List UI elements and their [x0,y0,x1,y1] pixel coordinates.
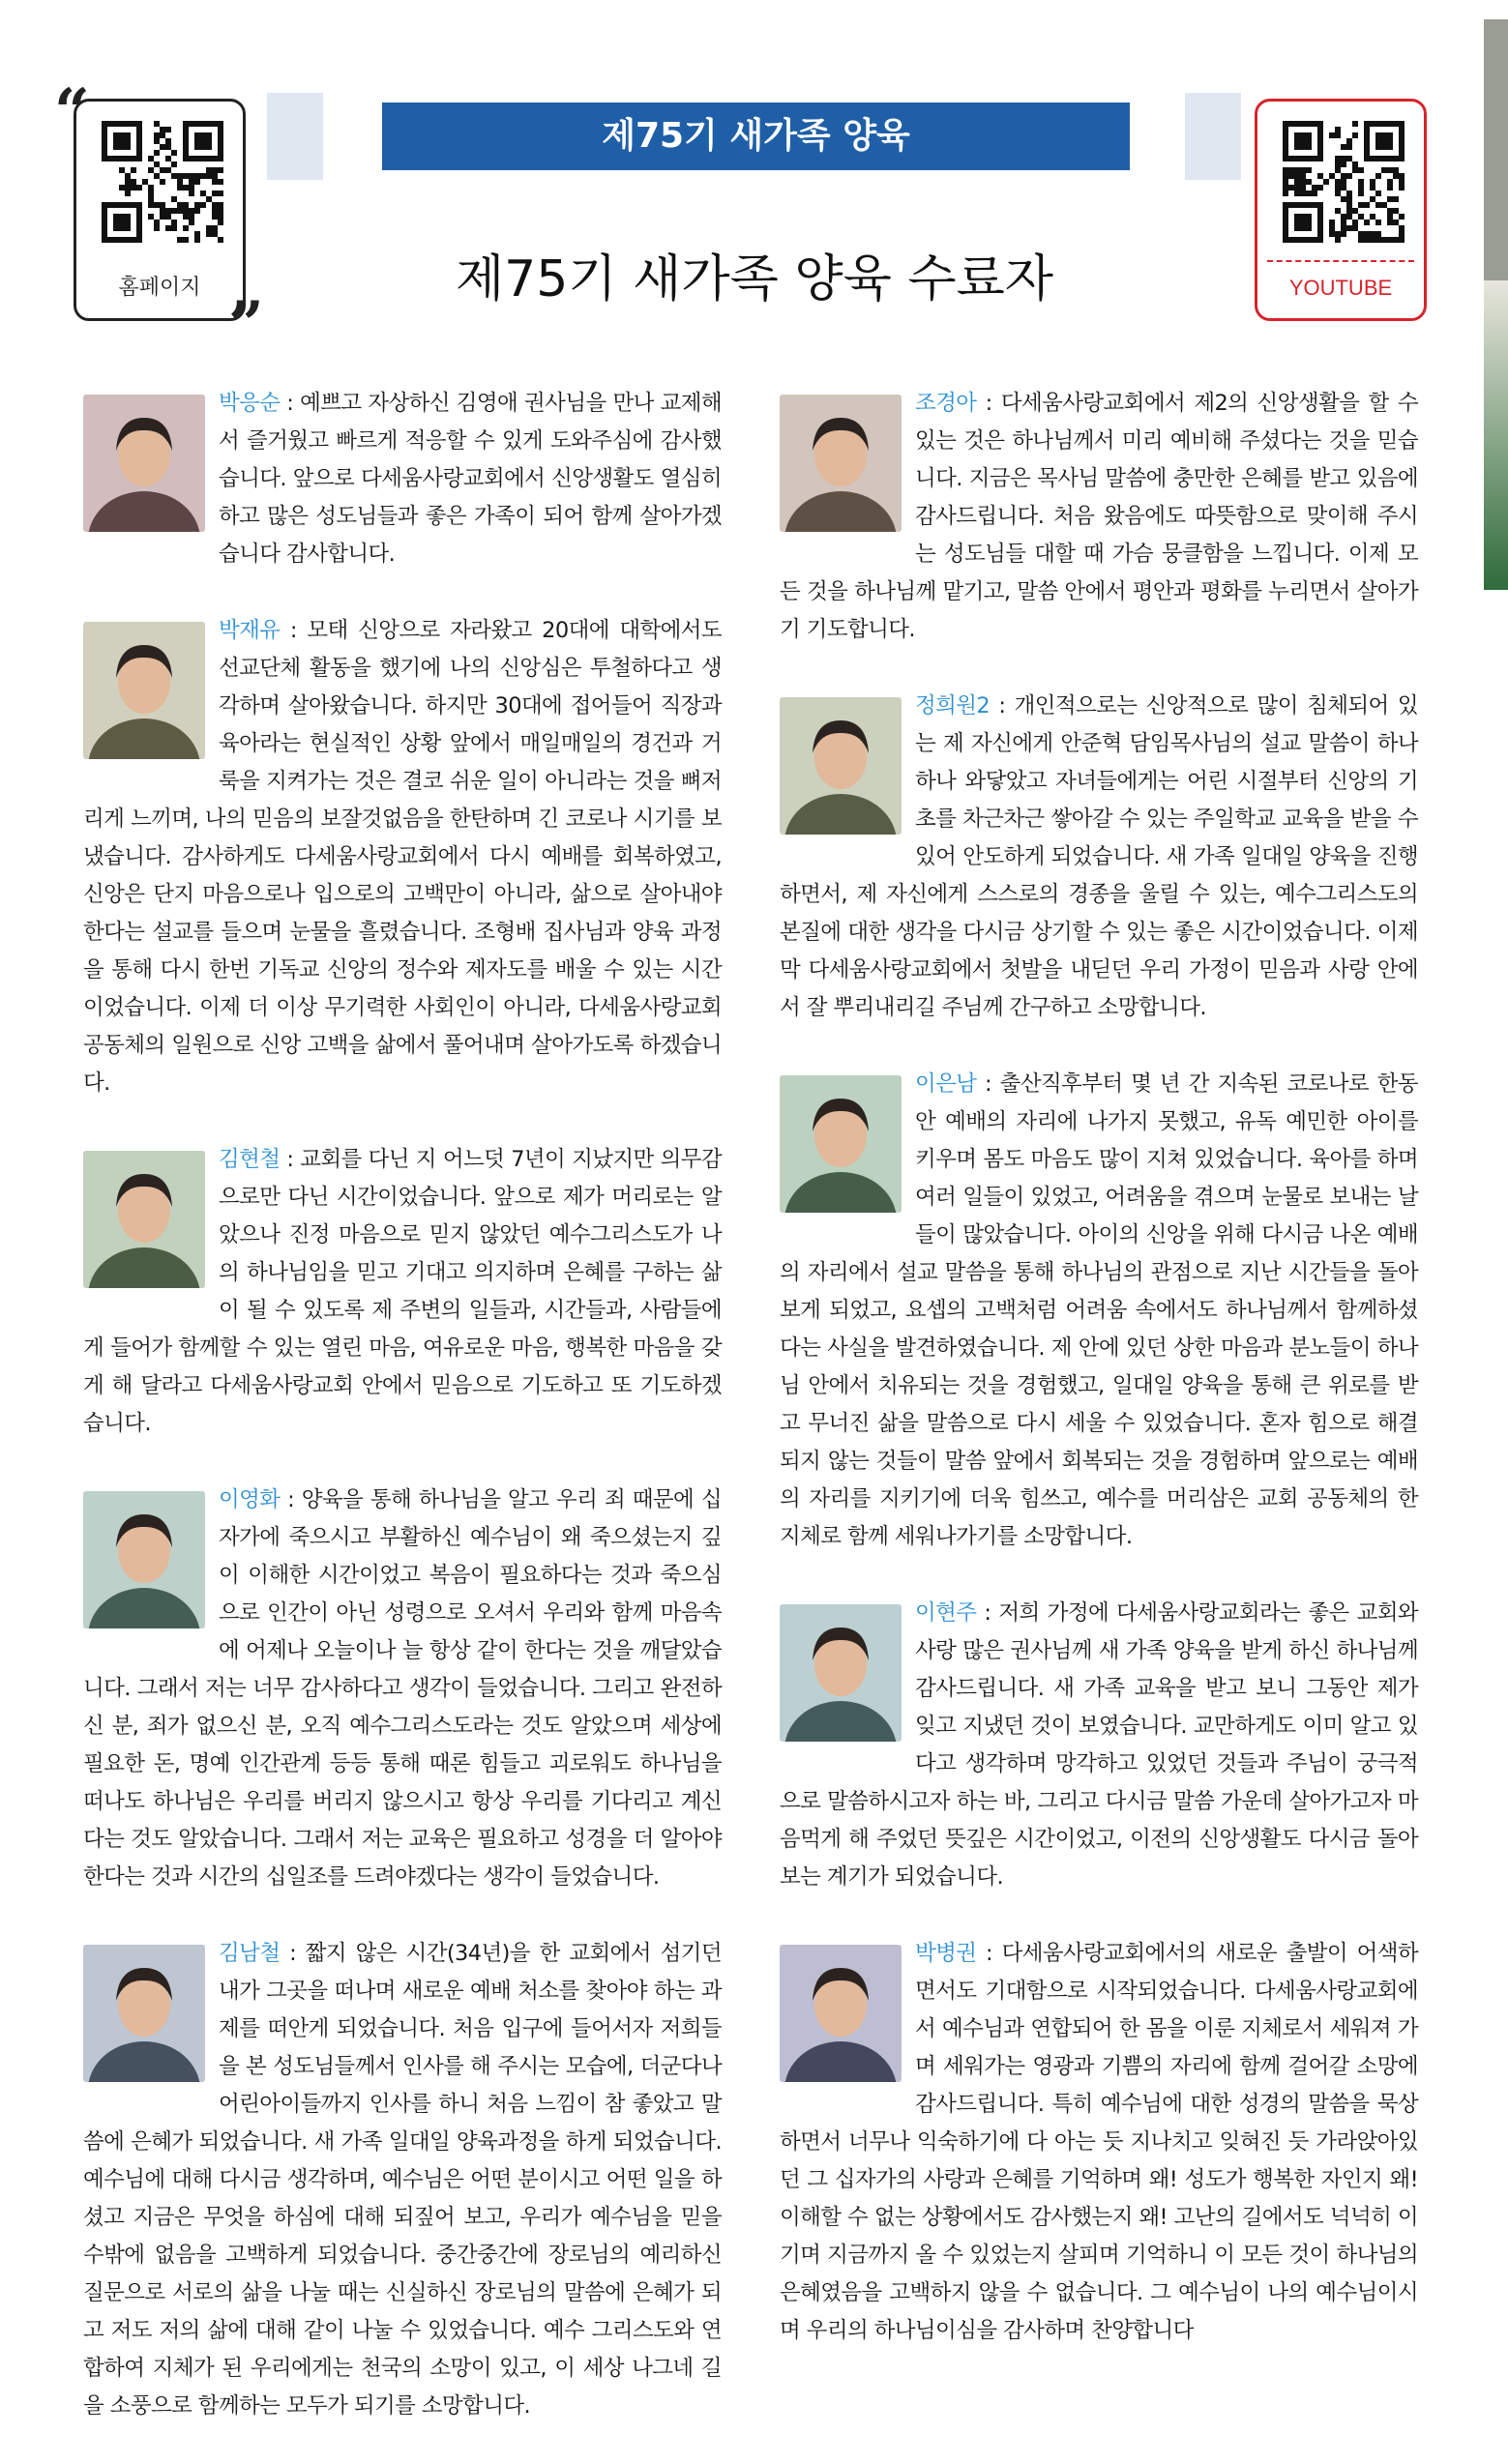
testimony-body: : 다세움사랑교회에서의 새로운 출발이 어색하면서도 기대함으로 시작되었습니다. 다세움사랑교회에서 예수님과 연합되어 한 몸을 이룬 지체로서 세워져 가며 세워가는 영광과 기쁨의 자리에 함께 걸어갈 소망에 감사드립니다. 특히 예수님에 대한 성경의 말씀을 묵상하면서 너무나 익숙하기에 다 아는 듯 지나치고 잊혀진 듯 가라앉아있던 그 십자가의 사랑과 은혜를 기억하며 왜! 성도가 행복한 자인지 왜! 이해할 수 없는 상황에서도 감사했는지 왜! 고난의 길에서도 넉넉히 이기며 지금까지 올 수 있었는지 살피며 기억하니 이 모든 것이 하나님의 은혜였음을 고백하지 않을 수 없습니다. 그 예수님이 나의 예수님이시며 우리의 하나님이심을 감사하며 찬양합니다 [780,1941,1418,2343]
testimony-body: : 저희 가정에 다세움사랑교회라는 좋은 교회와 사랑 많은 권사님께 새 가족 양육을 받게 하신 하나님께 감사드립니다. 새 가족 교육을 받고 보니 그동안 제가 잊고 지냈던 것이 보였습니다. 교만하게도 이미 알고 있다고 생각하며 망각하고 있었던 것들과 주님이 궁극적으로 말씀하시고자 하는 바, 그리고 다시금 말씀 가운데 살아가고자 마음먹게 해 주었던 뜻깊은 시간이었고, 이전의 신앙생활도 다시금 돌아보는 계기가 되었습니다. [780,1600,1418,1890]
homepage-qr-code [102,121,223,243]
testimony-body: : 예쁘고 자상하신 김영애 권사님을 만나 교제해서 즐거웠고 빠르게 적응할 수 있게 도와주심에 감사했습니다. 앞으로 다세움사랑교회에서 신앙생활도 열심히 하고 많은 성도님들과 좋은 가족이 되어 함께 살아가겠습니다 감사합니다. [219,391,722,567]
banner-title: 제75기 새가족 양육 [382,103,1130,170]
banner-left-ornament [267,93,323,180]
testimony-entry [83,1141,722,1443]
youtube-qr-card[interactable] [1255,99,1427,321]
youtube-qr-label: YOUTUBE [1288,276,1393,300]
homepage-qr-label: 홈페이지 [118,276,201,300]
edge-photo-strip-top [1484,19,1508,280]
portrait-photo [780,395,902,532]
testimony-entry [83,1935,722,2425]
testimony-entry [83,612,722,1102]
dashed-divider [1267,260,1414,262]
close-quote-mark: ” [228,288,264,361]
member-name: 박응순 [219,391,281,416]
portrait-photo [83,1151,205,1288]
portrait-photo [83,1491,205,1628]
testimony-entry [83,1481,722,1896]
member-name: 이현주 [915,1600,977,1626]
open-quote-mark: “ [54,75,90,148]
youtube-qr-code [1283,121,1405,243]
testimony-entry [780,385,1418,649]
member-name: 이영화 [219,1487,281,1512]
testimony-body: : 다세움사랑교회에서 제2의 신앙생활을 할 수 있는 것은 하나님께서 미리 예비해 주셨다는 것을 믿습니다. 지금은 목사님 말씀에 충만한 은혜를 받고 있음에 감사드립니다. 처음 왔음에도 따뜻함으로 맞이해 주시는 성도님들 대할 때 가슴 뭉클함을 느낍니다. 이제 모든 것을 하나님께 맡기고, 말씀 안에서 평안과 평화를 누리면서 살아가기 기도합니다. [780,391,1418,642]
portrait-photo [780,1604,902,1742]
member-name: 박병권 [915,1941,977,1966]
portrait-photo [780,1945,902,2082]
testimony-entry [780,1595,1418,1896]
testimony-body: : 양육을 통해 하나님을 알고 우리 죄 때문에 십자가에 죽으시고 부활하신 예수님이 왜 죽으셨는지 깊이 이해한 시간이었고 복음이 필요하다는 것과 죽으심으로 인간이 아닌 성령으로 오셔서 우리와 함께 마음속에 어제나 오늘이나 늘 항상 같이 한다는 것을 깨달았습니다. 그래서 저는 너무 감사하다고 생각이 들었습니다. 그리고 완전하신 분, 죄가 없으신 분, 오직 예수그리스도라는 것도 알았으며 세상에 필요한 돈, 명예 인간관계 등등 통해 때론 힘들고 괴로워도 하나님을 떠나도 하나님은 우리를 버리지 않으시고 항상 우리를 기다리고 계신다는 것도 알았습니다. 그래서 저는 교육은 필요하고 성경을 더 알아야 한다는 것과 시간의 십일조를 드려야겠다는 생각이 들었습니다. [83,1487,722,1890]
page-title: 제75기 새가족 양육 수료자 [455,250,1054,308]
portrait-photo [83,395,205,532]
member-name: 김남철 [219,1941,281,1966]
testimony-entry [83,385,722,573]
portrait-photo [83,622,205,759]
testimony-body: : 개인적으로는 신앙적으로 많이 침체되어 있는 제 자신에게 안준혁 담임목사님의 설교 말씀이 하나하나 와닿았고 자녀들에게는 어린 시절부터 신앙의 기초를 차근차근 쌓아갈 수 있는 주일학교 교육을 받을 수 있어 안도하게 되었습니다. 새 가족 일대일 양육을 진행하면서, 제 자신에게 스스로의 경종을 울릴 수 있는, 예수그리스도의 본질에 대한 생각을 다시금 상기할 수 있는 좋은 시간이었습니다. 이제 막 다세움사랑교회에서 첫발을 내딛던 우리 가정이 믿음과 사랑 안에서 잘 뿌리내리길 주님께 간구하고 소망합니다. [780,693,1418,1020]
homepage-qr-card[interactable] [74,99,246,321]
testimony-entry [780,688,1418,1027]
member-name: 김현철 [219,1147,281,1172]
testimony-body: : 모태 신앙으로 자라왔고 20대에 대학에서도 선교단체 활동을 했기에 나의 신앙심은 투철하다고 생각하며 살아왔습니다. 하지만 30대에 접어들어 직장과 육아라는 현실적인 상황 앞에서 매일매일의 경건과 거룩을 지켜가는 것은 결코 쉬운 일이 아니라는 것을 뼈저리게 느끼며, 나의 믿음의 보잘것없음을 한탄하며 긴 코로나 시기를 보냈습니다. 감사하게도 다세움사랑교회에서 다시 예배를 회복하였고, 신앙은 단지 마음으로나 입으로의 고백만이 아니라, 삶으로 살아내야 한다는 설교를 들으며 눈물을 흘렸습니다. 조형배 집사님과 양육 과정을 통해 다시 한번 기독교 신앙의 정수와 제자도를 배울 수 있는 시간이었습니다. 이제 더 이상 무기력한 사회인이 아니라, 다세움사랑교회 공동체의 일원으로 신앙 고백을 삶에서 풀어내며 살아가도록 하겠습니다. [83,618,722,1096]
right-column [780,385,1418,2389]
edge-photo-strip-bottom [1484,280,1508,590]
testimony-body: : 짧지 않은 시간(34년)을 한 교회에서 섬기던 내가 그곳을 떠나며 새로운 예배 처소를 찾아야 하는 과제를 떠안게 되었습니다. 처음 입구에 들어서자 저희들을 본 성도님들께서 인사를 해 주시는 모습에, 더군다나 어린아이들까지 인사를 하니 처음 느낌이 참 좋았고 말씀에 은혜가 되었습니다. 새 가족 일대일 양육과정을 하게 되었습니다. 예수님에 대해 다시금 생각하며, 예수님은 어떤 분이시고 어떤 일을 하셨고 지금은 무엇을 하심에 대해 되짚어 보고, 우리가 예수님을 믿을 수밖에 없음을 고백하게 되었습니다. 중간중간에 장로님의 예리하신 질문으로 서로의 삶을 나눌 때는 신실하신 장로님의 말씀에 은혜가 되고 저도 저의 삶에 대해 같이 나눌 수 있었습니다. 예수 그리스도와 연합하여 지체가 된 우리에게는 천국의 소망이 있고, 이 세상 나그네 길을 소풍으로 함께하는 모두가 되기를 소망합니다. [83,1941,722,2419]
member-name: 정희원2 [915,693,991,719]
left-column [83,385,722,2464]
member-name: 박재유 [219,618,281,643]
portrait-photo [83,1945,205,2082]
member-name: 조경아 [915,391,977,416]
portrait-photo [780,697,902,835]
banner-right-ornament [1185,93,1241,180]
member-name: 이은남 [915,1071,977,1097]
testimony-entry [780,1935,1418,2350]
portrait-photo [780,1075,902,1213]
testimony-body: : 출산직후부터 몇 년 간 지속된 코로나로 한동안 예배의 자리에 나가지 못했고, 유독 예민한 아이를 키우며 몸도 마음도 많이 지쳐 있었습니다. 육아를 하며 여러 일들이 있었고, 어려움을 겪으며 눈물로 보내는 날들이 많았습니다. 아이의 신앙을 위해 다시금 나온 예배의 자리에서 설교 말씀을 통해 하나님의 관점으로 지난 시간들을 돌아보게 되었고, 요셉의 고백처럼 어려움 속에서도 하나님께서 함께하셨다는 사실을 발견하였습니다. 제 안에 있던 상한 마음과 분노들이 하나님 안에서 치유되는 것을 경험했고, 일대일 양육을 통해 큰 위로를 받고 무너진 삶을 말씀으로 다시 세울 수 있었습니다. 혼자 힘으로 해결되지 않는 것들이 말씀 앞에서 회복되는 것을 경험하며 앞으로는 예배의 자리를 지키기에 더욱 힘쓰고, 예수를 머리삼은 교회 공동체의 한 지체로 함께 세워나가기를 소망합니다. [780,1071,1418,1549]
testimony-body: : 교회를 다닌 지 어느덧 7년이 지났지만 의무감으로만 다닌 시간이었습니다. 앞으로 제가 머리로는 알았으나 진정 마음으로 믿지 않았던 예수그리스도가 나의 하나님임을 믿고 기대고 의지하며 은혜를 구하는 삶이 될 수 있도록 제 주변의 일들과, 시간들과, 사람들에게 들어가 함께할 수 있는 열린 마음, 여유로운 마음, 행복한 마음을 갖게 해 달라고 다세움사랑교회 안에서 믿음으로 기도하고 또 기도하겠습니다. [83,1147,722,1436]
testimony-entry [780,1066,1418,1556]
